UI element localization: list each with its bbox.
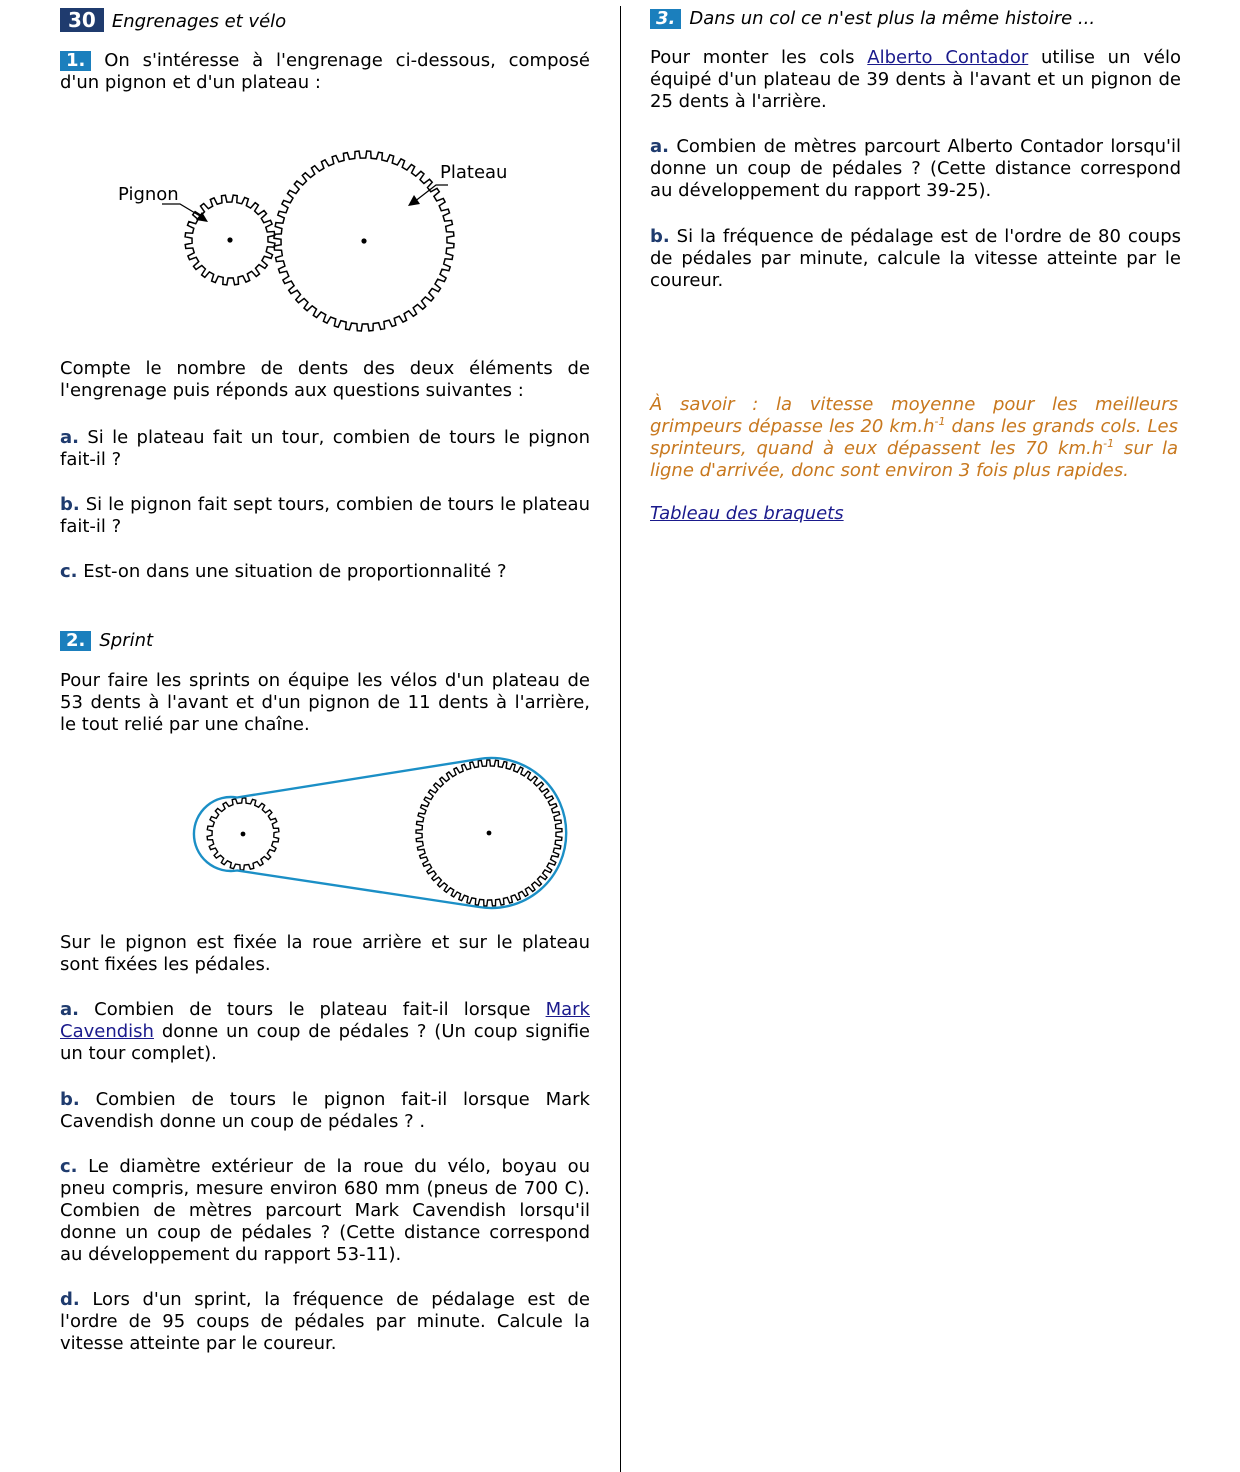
question-text: Lors d'un sprint, la fréquence de pédalage est de l'ordre de 95 coups de pédales par minute. Calcule la vitesse atteinte par le coureur. bbox=[60, 1289, 590, 1354]
question-text: Si le pignon fait sept tours, combien de tours le plateau fait-il ? bbox=[60, 494, 590, 537]
plateau-pointer bbox=[414, 185, 448, 202]
part1-intro-text: On s'intéresse à l'engrenage ci-dessous, composé d'un pignon et d'un plateau : bbox=[60, 50, 590, 93]
part3-question-a bbox=[650, 136, 1181, 202]
question-label: d. bbox=[60, 1289, 80, 1310]
plateau-center bbox=[361, 238, 366, 243]
part2-after-diagram-text: Sur le pignon est fixée la roue arrière et sur le plateau sont fixées les pédales. bbox=[60, 932, 590, 975]
part2-question-b bbox=[60, 1089, 590, 1133]
note-superscript: -1 bbox=[1103, 437, 1115, 450]
part1-instruction bbox=[60, 358, 590, 402]
part1-badge: 1. bbox=[60, 51, 91, 71]
part2-intro-text: Pour faire les sprints on équipe les vélos d'un plateau de 53 dents à l'avant et d'un pignon de 11 dents à l'arrière, le tout relié par une chaîne. bbox=[60, 670, 590, 735]
exercise-title: Engrenages et vélo bbox=[111, 11, 287, 32]
note-superscript: -1 bbox=[934, 415, 946, 428]
mark-cavendish-link[interactable]: Mark Cavendish bbox=[60, 999, 590, 1042]
note-text: À savoir : la vitesse moyenne pour les meilleurs grimpeurs dépasse les 20 km.h bbox=[650, 394, 1178, 437]
part3-question-b bbox=[650, 226, 1181, 292]
tableau-braquets-link[interactable]: Tableau des braquets bbox=[650, 503, 844, 524]
part2-intro bbox=[60, 670, 590, 736]
part2-question-c bbox=[60, 1156, 590, 1266]
part3-header bbox=[650, 8, 1181, 29]
part1-instruction-text: Compte le nombre de dents des deux éléments de l'engrenage puis réponds aux questions suivantes : bbox=[60, 358, 590, 401]
part3-intro-text: utilise un vélo équipé d'un plateau de 39 dents à l'avant et un pignon de 25 dents à l'arrière. bbox=[650, 47, 1181, 112]
question-text: Est-on dans une situation de proportionnalité ? bbox=[83, 561, 507, 582]
part2-after-diagram bbox=[60, 932, 590, 976]
speed-note bbox=[650, 394, 1178, 482]
question-text: Combien de tours le pignon fait-il lorsque Mark Cavendish donne un coup de pédales ? . bbox=[60, 1089, 590, 1132]
exercise-number: 30 bbox=[60, 8, 104, 32]
part1-intro bbox=[60, 50, 590, 94]
alberto-contador-link[interactable]: Alberto Contador bbox=[867, 47, 1029, 68]
braquets-link-container bbox=[650, 503, 1181, 525]
question-label: a. bbox=[60, 999, 79, 1020]
chain bbox=[194, 758, 566, 908]
pignon-sprocket-center bbox=[241, 832, 246, 837]
note-text: dans les grands cols. Les sprinteurs, quand à eux dépassent les 70 km.h bbox=[650, 416, 1178, 459]
plateau-sprocket-center bbox=[487, 831, 492, 836]
question-label: a. bbox=[650, 136, 669, 157]
question-label: c. bbox=[60, 561, 78, 582]
part3-intro bbox=[650, 47, 1181, 113]
part3-intro-text: Pour monter les cols bbox=[650, 47, 855, 68]
part1-question-a bbox=[60, 427, 590, 471]
part1-question-b bbox=[60, 494, 590, 538]
part3-title: Dans un col ce n'est plus la même histoire ... bbox=[689, 8, 1096, 29]
chain-drive-diagram bbox=[140, 750, 580, 920]
pignon-label: Pignon bbox=[118, 184, 179, 205]
pignon-center bbox=[227, 237, 232, 242]
gear-diagram bbox=[110, 140, 530, 340]
exercise-header bbox=[60, 8, 590, 32]
part2-question-d bbox=[60, 1289, 590, 1355]
part2-badge: 2. bbox=[60, 631, 91, 651]
question-text: Combien de tours le plateau fait-il lorsque bbox=[94, 999, 531, 1020]
part2-title: Sprint bbox=[99, 630, 154, 651]
part2-question-a bbox=[60, 999, 590, 1065]
question-label: b. bbox=[650, 226, 670, 247]
column-divider bbox=[620, 6, 621, 1472]
note-text: sur la ligne d'arrivée, donc sont environ 3 fois plus rapides. bbox=[650, 438, 1178, 481]
question-text: donne un coup de pédales ? (Un coup signifie un tour complet). bbox=[60, 1021, 590, 1064]
question-text: Si la fréquence de pédalage est de l'ordre de 80 coups de pédales par minute, calcule la vitesse atteinte par le coureur. bbox=[650, 226, 1181, 291]
question-label: b. bbox=[60, 1089, 80, 1110]
part3-badge: 3. bbox=[650, 9, 681, 29]
question-text: Combien de mètres parcourt Alberto Contador lorsqu'il donne un coup de pédales ? (Cette distance correspond au développement du rapport 39-25). bbox=[650, 136, 1181, 201]
plateau-label: Plateau bbox=[440, 162, 508, 183]
part1-question-c bbox=[60, 561, 590, 583]
question-label: b. bbox=[60, 494, 80, 515]
question-label: a. bbox=[60, 427, 79, 448]
question-text: Le diamètre extérieur de la roue du vélo, boyau ou pneu compris, mesure environ 680 mm (pneus de 700 C). Combien de mètres parcourt Mark Cavendish lorsqu'il donne un coup de pédales ? (Cette distance correspond au développement du rapport 53-11). bbox=[60, 1156, 590, 1265]
question-text: Si le plateau fait un tour, combien de tours le pignon fait-il ? bbox=[60, 427, 590, 470]
plateau-arrowhead bbox=[408, 195, 420, 206]
part2-header bbox=[60, 630, 590, 651]
question-label: c. bbox=[60, 1156, 78, 1177]
